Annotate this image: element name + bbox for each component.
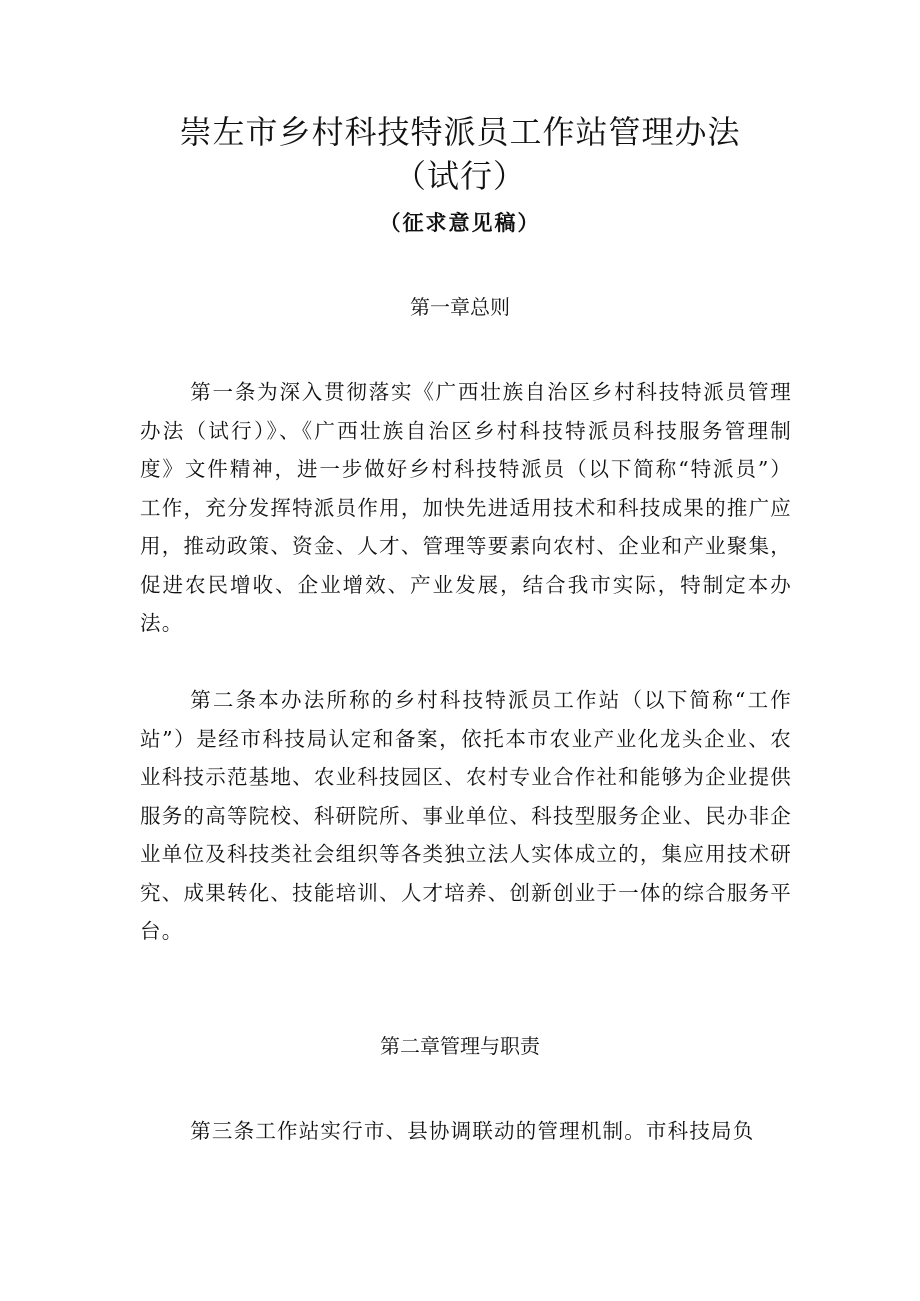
document-title: 崇左市乡村科技特派员工作站管理办法	[179, 113, 741, 151]
article-1: 第一条为深入贯彻落实《广西壮族自治区乡村科技特派员管理办法（试行）》、《广西壮族自治区乡村科技特派员科技服务管理制度》文件精神，进一步做好乡村科技特派员（以下简称“特派员”）工作，充分发挥特派员作用，加快先进适用技术和科技成果的推广应用，推动政策、资金、人才、管理等要素向农村、企业和产业聚集，促进农民增收、企业增效、产业发展，结合我市实际，特制定本办法。	[140, 380, 792, 635]
chapter-heading-1: 第一章总则	[410, 295, 510, 319]
document-title-trial: （试行）	[393, 157, 526, 195]
chapter-heading-2: 第二章管理与职责	[380, 1034, 540, 1058]
article-2: 第二条本办法所称的乡村科技特派员工作站（以下简称“工作站”）是经市科技局认定和备案，依托本市农业产业化龙头企业、农业科技示范基地、农业科技园区、农村专业合作社和能够为企业提供服务的高等院校、科研院所、事业单位、科技型服务企业、民办非企业单位及科技类社会组织等各类独立法人实体成立的，集应用技术研究、成果转化、技能培训、人才培养、创新创业于一体的综合服务平台。	[140, 688, 792, 943]
document-subtitle: （征求意见稿）	[379, 211, 541, 235]
article-3: 第三条工作站实行市、县协调联动的管理机制。市科技局负	[190, 1119, 755, 1143]
